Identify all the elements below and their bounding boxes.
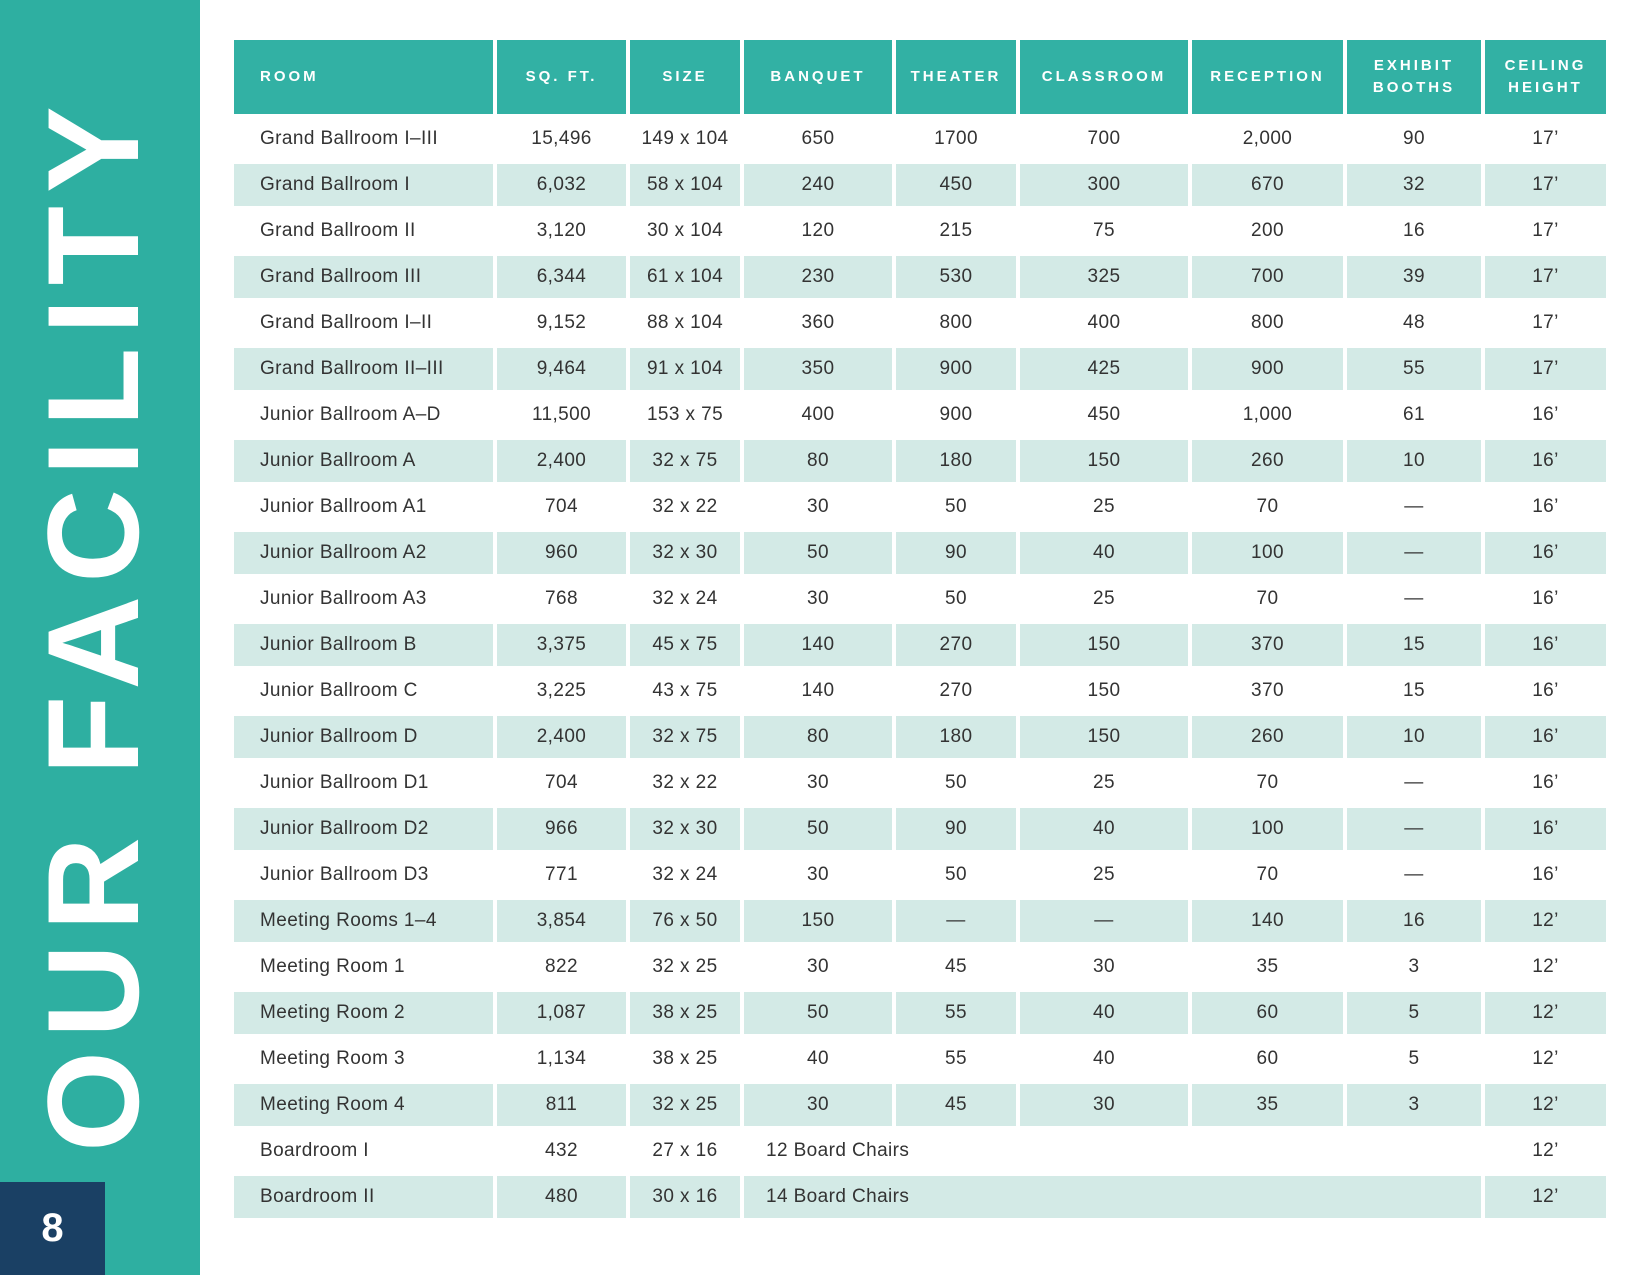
cell-sq-ft: 771 <box>495 852 628 898</box>
cell-exhibit-booths: — <box>1345 760 1483 806</box>
cell-size: 32 x 75 <box>628 438 742 484</box>
cell-classroom: 25 <box>1018 484 1190 530</box>
cell-ceiling-height: 17’ <box>1483 208 1608 254</box>
cell-reception: 35 <box>1190 944 1345 990</box>
cell-room-name: Boardroom II <box>232 1174 495 1220</box>
cell-exhibit-booths: — <box>1345 852 1483 898</box>
cell-sq-ft: 960 <box>495 530 628 576</box>
table-row <box>232 300 1608 346</box>
cell-theater: 50 <box>894 484 1018 530</box>
cell-reception: 260 <box>1190 438 1345 484</box>
cell-banquet: 30 <box>742 484 894 530</box>
cell-banquet: 140 <box>742 668 894 714</box>
cell-sq-ft: 2,400 <box>495 714 628 760</box>
cell-exhibit-booths: 90 <box>1345 116 1483 162</box>
cell-exhibit-booths: 15 <box>1345 668 1483 714</box>
cell-sq-ft: 822 <box>495 944 628 990</box>
cell-ceiling-height: 16’ <box>1483 852 1608 898</box>
cell-ceiling-height: 16’ <box>1483 438 1608 484</box>
cell-sq-ft: 3,225 <box>495 668 628 714</box>
cell-classroom: 700 <box>1018 116 1190 162</box>
table-row <box>232 898 1608 944</box>
cell-room-name: Junior Ballroom C <box>232 668 495 714</box>
table-row <box>232 622 1608 668</box>
table-row <box>232 668 1608 714</box>
header-cell-exhibit-booths: EXHIBIT BOOTHS <box>1345 38 1483 116</box>
cell-banquet: 360 <box>742 300 894 346</box>
page-number: 8 <box>41 1206 64 1250</box>
table-row <box>232 530 1608 576</box>
page-number-box <box>0 1182 105 1275</box>
table-row <box>232 714 1608 760</box>
cell-banquet: 30 <box>742 760 894 806</box>
cell-sq-ft: 6,032 <box>495 162 628 208</box>
cell-banquet: 40 <box>742 1036 894 1082</box>
cell-size: 30 x 104 <box>628 208 742 254</box>
cell-sq-ft: 3,375 <box>495 622 628 668</box>
cell-banquet: 120 <box>742 208 894 254</box>
table-row <box>232 1082 1608 1128</box>
cell-size: 38 x 25 <box>628 1036 742 1082</box>
cell-size: 88 x 104 <box>628 300 742 346</box>
cell-theater: 45 <box>894 1082 1018 1128</box>
facility-table-container <box>232 38 1608 1220</box>
cell-sq-ft: 11,500 <box>495 392 628 438</box>
cell-sq-ft: 3,120 <box>495 208 628 254</box>
cell-banquet: 50 <box>742 530 894 576</box>
cell-exhibit-booths: 16 <box>1345 898 1483 944</box>
cell-banquet: 150 <box>742 898 894 944</box>
cell-theater: — <box>894 898 1018 944</box>
cell-reception: 70 <box>1190 852 1345 898</box>
cell-classroom: 400 <box>1018 300 1190 346</box>
cell-size: 32 x 25 <box>628 944 742 990</box>
cell-room-name: Meeting Room 2 <box>232 990 495 1036</box>
cell-room-name: Junior Ballroom D <box>232 714 495 760</box>
cell-classroom: 450 <box>1018 392 1190 438</box>
cell-classroom: 150 <box>1018 622 1190 668</box>
cell-exhibit-booths: 15 <box>1345 622 1483 668</box>
cell-exhibit-booths: 32 <box>1345 162 1483 208</box>
cell-size: 58 x 104 <box>628 162 742 208</box>
cell-classroom: 25 <box>1018 760 1190 806</box>
cell-classroom: 25 <box>1018 852 1190 898</box>
cell-sq-ft: 2,400 <box>495 438 628 484</box>
cell-reception: 70 <box>1190 576 1345 622</box>
cell-ceiling-height: 12’ <box>1483 1082 1608 1128</box>
cell-classroom: 75 <box>1018 208 1190 254</box>
cell-banquet: 30 <box>742 852 894 898</box>
cell-sq-ft: 480 <box>495 1174 628 1220</box>
cell-ceiling-height: 17’ <box>1483 300 1608 346</box>
table-row <box>232 806 1608 852</box>
cell-room-name: Grand Ballroom II–III <box>232 346 495 392</box>
cell-room-name: Junior Ballroom A–D <box>232 392 495 438</box>
table-row <box>232 1128 1608 1174</box>
cell-theater: 800 <box>894 300 1018 346</box>
cell-reception: 260 <box>1190 714 1345 760</box>
table-row <box>232 484 1608 530</box>
cell-room-name: Junior Ballroom D3 <box>232 852 495 898</box>
cell-size: 45 x 75 <box>628 622 742 668</box>
cell-size: 32 x 75 <box>628 714 742 760</box>
cell-size: 32 x 30 <box>628 806 742 852</box>
table-row <box>232 576 1608 622</box>
cell-classroom: 425 <box>1018 346 1190 392</box>
cell-theater: 900 <box>894 392 1018 438</box>
cell-sq-ft: 966 <box>495 806 628 852</box>
cell-room-name: Junior Ballroom A2 <box>232 530 495 576</box>
cell-ceiling-height: 17’ <box>1483 346 1608 392</box>
cell-banquet: 50 <box>742 806 894 852</box>
header-cell-ceiling-height: CEILING HEIGHT <box>1483 38 1608 116</box>
cell-reception: 100 <box>1190 806 1345 852</box>
facility-table <box>232 38 1608 1220</box>
header-cell-sq-ft: SQ. FT. <box>495 38 628 116</box>
table-row <box>232 1174 1608 1220</box>
cell-size: 32 x 22 <box>628 760 742 806</box>
cell-size: 32 x 24 <box>628 576 742 622</box>
cell-theater: 90 <box>894 806 1018 852</box>
cell-exhibit-booths: — <box>1345 806 1483 852</box>
cell-sq-ft: 9,152 <box>495 300 628 346</box>
cell-room-name: Grand Ballroom I–III <box>232 116 495 162</box>
cell-reception: 60 <box>1190 1036 1345 1082</box>
cell-theater: 50 <box>894 576 1018 622</box>
cell-theater: 270 <box>894 622 1018 668</box>
cell-exhibit-booths: — <box>1345 530 1483 576</box>
cell-ceiling-height: 16’ <box>1483 714 1608 760</box>
cell-sq-ft: 432 <box>495 1128 628 1174</box>
cell-sq-ft: 9,464 <box>495 346 628 392</box>
cell-ceiling-height: 12’ <box>1483 1036 1608 1082</box>
sidebar <box>0 0 200 1275</box>
cell-board-chairs-note: 14 Board Chairs <box>742 1174 1483 1220</box>
cell-reception: 100 <box>1190 530 1345 576</box>
cell-ceiling-height: 16’ <box>1483 668 1608 714</box>
cell-banquet: 30 <box>742 944 894 990</box>
cell-room-name: Grand Ballroom I–II <box>232 300 495 346</box>
cell-banquet: 240 <box>742 162 894 208</box>
cell-room-name: Grand Ballroom I <box>232 162 495 208</box>
cell-banquet: 400 <box>742 392 894 438</box>
cell-classroom: 40 <box>1018 806 1190 852</box>
table-body <box>232 116 1608 1220</box>
cell-size: 32 x 30 <box>628 530 742 576</box>
cell-size: 153 x 75 <box>628 392 742 438</box>
cell-banquet: 50 <box>742 990 894 1036</box>
table-row <box>232 990 1608 1036</box>
cell-banquet: 30 <box>742 576 894 622</box>
cell-banquet: 230 <box>742 254 894 300</box>
cell-classroom: 40 <box>1018 990 1190 1036</box>
header-row <box>232 38 1608 116</box>
cell-reception: 1,000 <box>1190 392 1345 438</box>
cell-exhibit-booths: 16 <box>1345 208 1483 254</box>
cell-room-name: Junior Ballroom A3 <box>232 576 495 622</box>
cell-exhibit-booths: — <box>1345 484 1483 530</box>
table-row <box>232 852 1608 898</box>
cell-exhibit-booths: 3 <box>1345 1082 1483 1128</box>
cell-ceiling-height: 17’ <box>1483 254 1608 300</box>
cell-ceiling-height: 12’ <box>1483 1128 1608 1174</box>
cell-sq-ft: 3,854 <box>495 898 628 944</box>
cell-theater: 180 <box>894 438 1018 484</box>
cell-reception: 370 <box>1190 622 1345 668</box>
cell-exhibit-booths: — <box>1345 576 1483 622</box>
cell-sq-ft: 6,344 <box>495 254 628 300</box>
cell-exhibit-booths: 10 <box>1345 438 1483 484</box>
cell-theater: 45 <box>894 944 1018 990</box>
cell-classroom: 150 <box>1018 714 1190 760</box>
cell-classroom: 40 <box>1018 530 1190 576</box>
table-row <box>232 162 1608 208</box>
cell-reception: 670 <box>1190 162 1345 208</box>
cell-classroom: 300 <box>1018 162 1190 208</box>
cell-room-name: Meeting Room 1 <box>232 944 495 990</box>
page-title: OUR FACILITY <box>20 93 166 1152</box>
cell-banquet: 80 <box>742 438 894 484</box>
cell-reception: 60 <box>1190 990 1345 1036</box>
cell-classroom: 150 <box>1018 668 1190 714</box>
cell-theater: 900 <box>894 346 1018 392</box>
cell-size: 32 x 22 <box>628 484 742 530</box>
cell-classroom: 40 <box>1018 1036 1190 1082</box>
cell-size: 38 x 25 <box>628 990 742 1036</box>
cell-classroom: — <box>1018 898 1190 944</box>
cell-room-name: Junior Ballroom B <box>232 622 495 668</box>
table-row <box>232 944 1608 990</box>
cell-sq-ft: 811 <box>495 1082 628 1128</box>
cell-exhibit-booths: 3 <box>1345 944 1483 990</box>
cell-theater: 90 <box>894 530 1018 576</box>
table-row <box>232 1036 1608 1082</box>
cell-room-name: Junior Ballroom A1 <box>232 484 495 530</box>
cell-exhibit-booths: 61 <box>1345 392 1483 438</box>
cell-classroom: 325 <box>1018 254 1190 300</box>
header-cell-theater: THEATER <box>894 38 1018 116</box>
cell-size: 32 x 25 <box>628 1082 742 1128</box>
cell-room-name: Junior Ballroom A <box>232 438 495 484</box>
cell-reception: 900 <box>1190 346 1345 392</box>
table-row <box>232 208 1608 254</box>
cell-ceiling-height: 16’ <box>1483 484 1608 530</box>
cell-ceiling-height: 17’ <box>1483 162 1608 208</box>
cell-exhibit-booths: 39 <box>1345 254 1483 300</box>
cell-classroom: 30 <box>1018 1082 1190 1128</box>
cell-ceiling-height: 12’ <box>1483 1174 1608 1220</box>
header-cell-reception: RECEPTION <box>1190 38 1345 116</box>
cell-size: 30 x 16 <box>628 1174 742 1220</box>
cell-theater: 50 <box>894 852 1018 898</box>
cell-banquet: 80 <box>742 714 894 760</box>
cell-sq-ft: 1,134 <box>495 1036 628 1082</box>
cell-reception: 700 <box>1190 254 1345 300</box>
cell-sq-ft: 704 <box>495 484 628 530</box>
cell-sq-ft: 704 <box>495 760 628 806</box>
cell-size: 61 x 104 <box>628 254 742 300</box>
cell-room-name: Meeting Room 4 <box>232 1082 495 1128</box>
cell-classroom: 150 <box>1018 438 1190 484</box>
cell-theater: 1700 <box>894 116 1018 162</box>
table-row <box>232 116 1608 162</box>
table-row <box>232 760 1608 806</box>
cell-ceiling-height: 12’ <box>1483 990 1608 1036</box>
cell-classroom: 30 <box>1018 944 1190 990</box>
cell-reception: 2,000 <box>1190 116 1345 162</box>
cell-size: 149 x 104 <box>628 116 742 162</box>
cell-reception: 370 <box>1190 668 1345 714</box>
cell-banquet: 140 <box>742 622 894 668</box>
cell-ceiling-height: 16’ <box>1483 760 1608 806</box>
cell-room-name: Junior Ballroom D2 <box>232 806 495 852</box>
cell-ceiling-height: 17’ <box>1483 116 1608 162</box>
cell-reception: 140 <box>1190 898 1345 944</box>
cell-room-name: Junior Ballroom D1 <box>232 760 495 806</box>
cell-exhibit-booths: 5 <box>1345 990 1483 1036</box>
cell-ceiling-height: 12’ <box>1483 944 1608 990</box>
cell-room-name: Meeting Room 3 <box>232 1036 495 1082</box>
cell-room-name: Boardroom I <box>232 1128 495 1174</box>
cell-ceiling-height: 16’ <box>1483 392 1608 438</box>
cell-reception: 70 <box>1190 760 1345 806</box>
cell-reception: 800 <box>1190 300 1345 346</box>
table-row <box>232 438 1608 484</box>
cell-board-chairs-note: 12 Board Chairs <box>742 1128 1483 1174</box>
cell-theater: 55 <box>894 990 1018 1036</box>
table-row <box>232 392 1608 438</box>
cell-banquet: 650 <box>742 116 894 162</box>
cell-banquet: 30 <box>742 1082 894 1128</box>
cell-theater: 50 <box>894 760 1018 806</box>
cell-ceiling-height: 16’ <box>1483 622 1608 668</box>
table-row <box>232 346 1608 392</box>
cell-size: 76 x 50 <box>628 898 742 944</box>
cell-size: 43 x 75 <box>628 668 742 714</box>
cell-size: 32 x 24 <box>628 852 742 898</box>
cell-size: 27 x 16 <box>628 1128 742 1174</box>
cell-theater: 270 <box>894 668 1018 714</box>
cell-theater: 450 <box>894 162 1018 208</box>
cell-exhibit-booths: 55 <box>1345 346 1483 392</box>
cell-exhibit-booths: 5 <box>1345 1036 1483 1082</box>
cell-banquet: 350 <box>742 346 894 392</box>
cell-reception: 35 <box>1190 1082 1345 1128</box>
cell-sq-ft: 15,496 <box>495 116 628 162</box>
cell-theater: 215 <box>894 208 1018 254</box>
header-cell-size: SIZE <box>628 38 742 116</box>
header-cell-banquet: BANQUET <box>742 38 894 116</box>
cell-size: 91 x 104 <box>628 346 742 392</box>
cell-room-name: Meeting Rooms 1–4 <box>232 898 495 944</box>
cell-classroom: 25 <box>1018 576 1190 622</box>
cell-theater: 530 <box>894 254 1018 300</box>
cell-ceiling-height: 16’ <box>1483 806 1608 852</box>
table-row <box>232 254 1608 300</box>
cell-ceiling-height: 16’ <box>1483 576 1608 622</box>
cell-room-name: Grand Ballroom II <box>232 208 495 254</box>
cell-reception: 70 <box>1190 484 1345 530</box>
cell-ceiling-height: 12’ <box>1483 898 1608 944</box>
cell-theater: 180 <box>894 714 1018 760</box>
cell-exhibit-booths: 10 <box>1345 714 1483 760</box>
cell-reception: 200 <box>1190 208 1345 254</box>
header-cell-classroom: CLASSROOM <box>1018 38 1190 116</box>
cell-theater: 55 <box>894 1036 1018 1082</box>
cell-room-name: Grand Ballroom III <box>232 254 495 300</box>
cell-exhibit-booths: 48 <box>1345 300 1483 346</box>
cell-ceiling-height: 16’ <box>1483 530 1608 576</box>
cell-sq-ft: 768 <box>495 576 628 622</box>
header-cell-room: ROOM <box>232 38 495 116</box>
cell-sq-ft: 1,087 <box>495 990 628 1036</box>
